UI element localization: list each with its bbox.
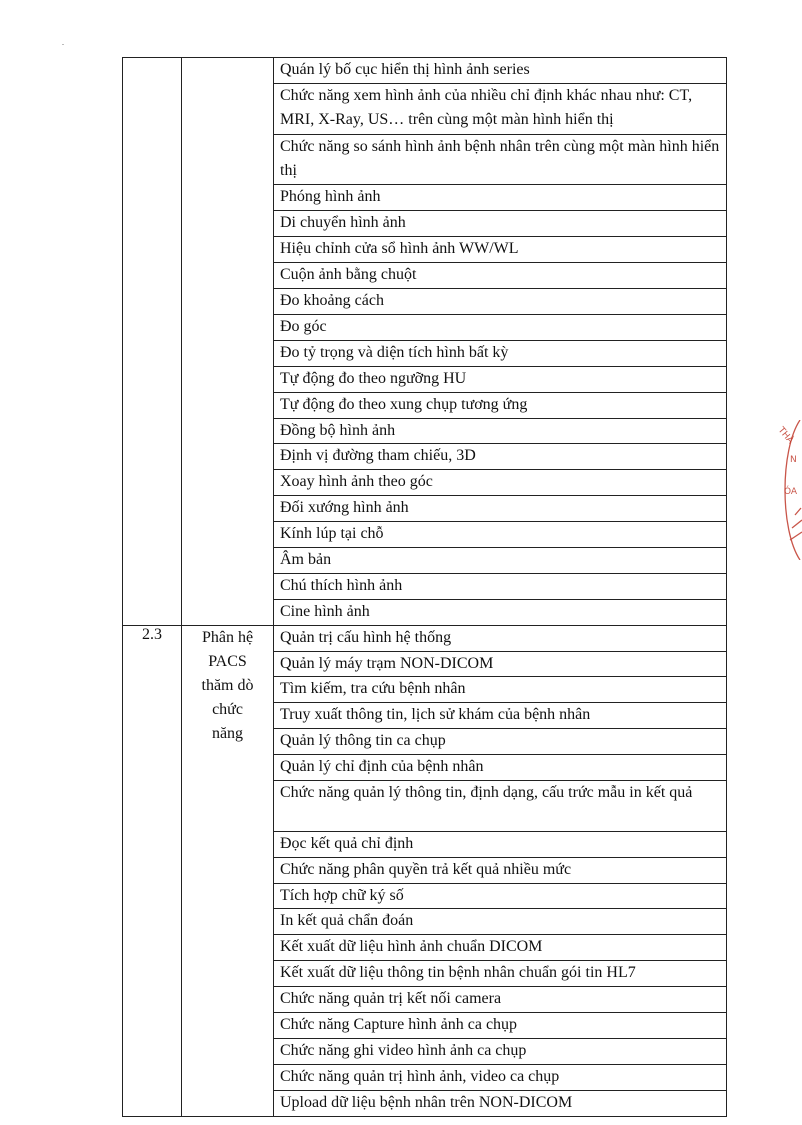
feature-text: Chú thích hình ảnh — [280, 576, 403, 594]
feature-cell — [274, 237, 727, 263]
feature-text: Phóng hình ảnh — [280, 188, 381, 206]
feature-cell — [274, 909, 727, 935]
subsystem-cell-continued — [182, 58, 274, 626]
feature-cell — [274, 831, 727, 857]
feature-cell — [274, 340, 727, 366]
feature-cell — [274, 314, 727, 340]
feature-cell — [274, 263, 727, 289]
feature-text: Xoay hình ảnh theo góc — [280, 473, 433, 491]
subsystem-name-cell — [182, 625, 274, 1116]
feature-text: Âm bản — [280, 550, 332, 568]
feature-cell — [274, 935, 727, 961]
feature-cell — [274, 780, 727, 831]
svg-text:THÀ: THÀ — [775, 425, 796, 447]
feature-cell — [274, 211, 727, 237]
feature-text: Chức năng so sánh hình ảnh bệnh nhân trên cùng một màn hình hiển thị — [280, 137, 720, 179]
feature-cell — [274, 185, 727, 211]
feature-text: Chức năng ghi video hình ảnh ca chụp — [280, 1041, 527, 1059]
feature-cell — [274, 1090, 727, 1116]
feature-text: Đồng bộ hình ảnh — [280, 421, 396, 439]
feature-text: Đo tỷ trọng và diện tích hình bất kỳ — [280, 343, 509, 361]
svg-text:ÓA: ÓA — [784, 487, 798, 497]
feature-text: Kính lúp tại chỗ — [280, 525, 384, 543]
feature-text: Upload dữ liệu bệnh nhân trên NON-DICOM — [280, 1093, 573, 1111]
feature-text: Tích hợp chữ ký số — [280, 886, 404, 904]
subsystem-name-line: Phân hệ — [201, 628, 254, 646]
feature-cell — [274, 755, 727, 781]
feature-text: Đo góc — [280, 317, 327, 335]
scan-speck — [62, 44, 64, 45]
svg-text:N: N — [790, 455, 797, 465]
feature-cell — [274, 83, 727, 134]
feature-cell — [274, 961, 727, 987]
feature-cell — [274, 1013, 727, 1039]
feature-cell — [274, 729, 727, 755]
feature-text: Tìm kiếm, tra cứu bệnh nhân — [280, 680, 466, 698]
feature-text: Chức năng quản lý thông tin, định dạng, cấu trức mẫu in kết quả — [280, 783, 693, 801]
feature-text: Chức năng xem hình ảnh của nhiều chỉ định khác nhau như: CT, MRI, X-Ray, US… trên cùng một màn hình hiển thị — [280, 86, 693, 128]
feature-text: Quản lý chỉ định của bệnh nhân — [280, 758, 484, 776]
feature-cell — [274, 987, 727, 1013]
feature-cell — [274, 883, 727, 909]
feature-text: Quản lý thông tin ca chụp — [280, 732, 446, 750]
feature-text: Cine hình ảnh — [280, 602, 370, 620]
feature-cell — [274, 703, 727, 729]
red-stamp-fragment — [770, 420, 802, 560]
feature-cell — [274, 366, 727, 392]
table-row — [123, 58, 727, 84]
feature-text: Hiệu chỉnh cửa sổ hình ảnh WW/WL — [280, 240, 519, 258]
feature-text: Quán lý bố cục hiển thị hình ảnh series — [280, 61, 530, 78]
feature-text: Định vị đường tham chiếu, 3D — [280, 447, 476, 465]
feature-text: Tự động đo theo xung chụp tương ứng — [280, 395, 528, 413]
section-number-cell — [123, 625, 182, 1116]
subsystem-name-line: PACS — [208, 652, 247, 670]
feature-text: Kết xuất dữ liệu thông tin bệnh nhân chuẩn gói tin HL7 — [280, 964, 636, 982]
feature-text: Di chuyển hình ảnh — [280, 214, 406, 232]
feature-text: Đối xướng hình ảnh — [280, 499, 409, 517]
feature-text: Quản trị cấu hình hệ thống — [280, 628, 452, 646]
feature-cell — [274, 496, 727, 522]
feature-cell — [274, 625, 727, 651]
feature-cell — [274, 857, 727, 883]
feature-text: Cuộn ảnh bằng chuột — [280, 266, 417, 284]
feature-text: Chức năng Capture hình ảnh ca chụp — [280, 1016, 518, 1033]
feature-text: Chức năng quản trị kết nối camera — [280, 990, 502, 1008]
feature-cell — [274, 392, 727, 418]
feature-cell — [274, 134, 727, 185]
feature-cell — [274, 1064, 727, 1090]
feature-text: Quản lý máy trạm NON-DICOM — [280, 654, 494, 672]
feature-text: Đọc kết quả chỉ định — [280, 834, 414, 852]
subsystem-name-line: năng — [211, 724, 244, 742]
feature-cell — [274, 522, 727, 548]
feature-text: Chức năng phân quyền trả kết quả nhiều mức — [280, 860, 572, 878]
section-number: 2.3 — [142, 625, 162, 643]
feature-table — [122, 57, 727, 1117]
feature-cell — [274, 1038, 727, 1064]
feature-cell — [274, 444, 727, 470]
number-cell-continued — [123, 58, 182, 626]
feature-cell — [274, 651, 727, 677]
feature-text: Kết xuất dữ liệu hình ảnh chuẩn DICOM — [280, 938, 543, 956]
feature-text: In kết quả chẩn đoán — [280, 912, 414, 930]
feature-cell — [274, 470, 727, 496]
feature-cell — [274, 547, 727, 573]
feature-cell — [274, 677, 727, 703]
feature-cell — [274, 418, 727, 444]
feature-cell — [274, 289, 727, 315]
feature-cell — [274, 599, 727, 625]
feature-text: Đo khoảng cách — [280, 292, 384, 310]
feature-cell — [274, 573, 727, 599]
subsystem-name-line: thăm dò — [201, 676, 254, 694]
feature-cell — [274, 58, 727, 84]
feature-text: Tự động đo theo ngưỡng HU — [280, 369, 467, 387]
subsystem-name-line: chức — [212, 700, 243, 718]
feature-text: Truy xuất thông tin, lịch sử khám của bệnh nhân — [280, 706, 591, 724]
table-row — [123, 625, 727, 651]
feature-text: Chức năng quản trị hình ảnh, video ca chụp — [280, 1067, 560, 1085]
